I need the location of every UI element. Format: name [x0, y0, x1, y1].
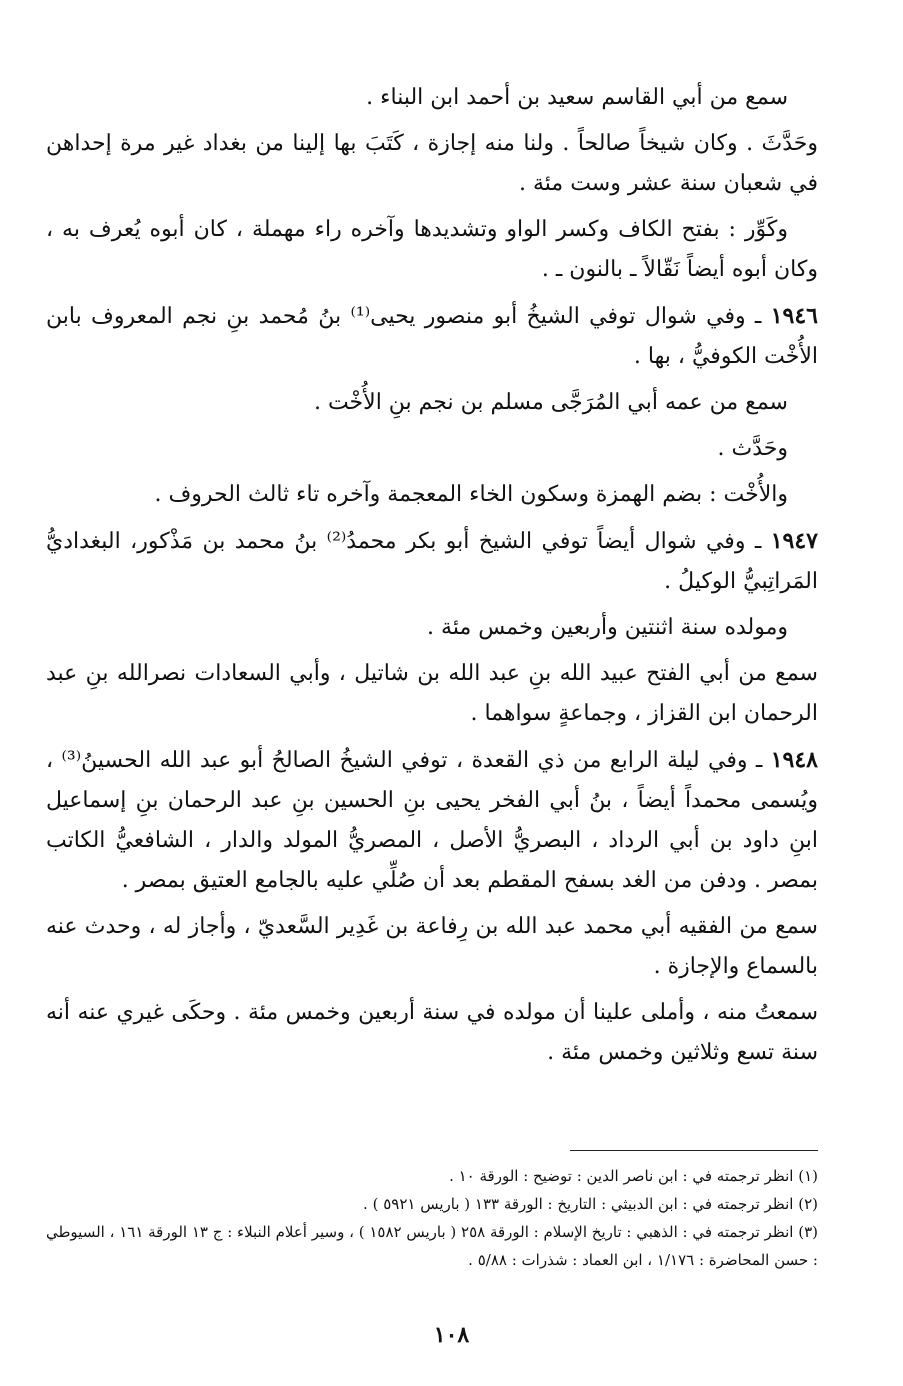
- footnote-divider: [570, 1150, 818, 1151]
- entry-1946: [46, 296, 818, 377]
- entry-text: ـ وفي شوال أيضاً توفي الشيخ أبو بكر محمدُ⁽²⁾ بنُ محمد بن مَذْكور، البغداديُّ المَراتِبيُّ الوكيلُ .: [46, 529, 818, 594]
- paragraph: وكَوِّر : بفتح الكاف وكسر الواو وتشديدها وآخره راء مهملة ، كان أبوه يُعرف به ، وكان أبوه أيضاً نَقّالاً ـ بالنون ـ .: [46, 217, 818, 282]
- entry-1947: [46, 521, 818, 602]
- main-text: [46, 78, 818, 1079]
- paragraph: وحَدَّث .: [717, 436, 788, 461]
- paragraph: سمع من أبي القاسم سعيد بن أحمد ابن البناء .: [366, 85, 788, 110]
- entry-number: ١٩٤٦: [770, 303, 818, 329]
- paragraph: والأُخْت : بضم الهمزة وسكون الخاء المعجمة وآخره تاء ثالث الحروف .: [154, 482, 788, 507]
- entry-number: ١٩٤٧: [770, 528, 818, 554]
- footnotes: [46, 1162, 818, 1274]
- paragraph: سمع من أبي الفتح عبيد الله بنِ عبد الله بن شاتيل ، وأبي السعادات نصرالله بنِ عبد الرحمان ابن القزاز ، وجماعةٍ سواهما .: [46, 661, 818, 726]
- paragraph: ومولده سنة اثنتين وأربعين وخمس مئة .: [427, 615, 788, 640]
- paragraph: سمع من الفقيه أبي محمد عبد الله بن رِفاعة بن غَدِير السَّعديّ ، وأجاز له ، وحدث عنه بالسماع والإجازة .: [46, 914, 818, 979]
- entry-text: ـ وفي ليلة الرابع من ذي القعدة ، توفي الشيخُ الصالحُ أبو عبد الله الحسينُ⁽³⁾ ، ويُسمى محمداً أيضاً ، بنُ أبي الفخر يحيى بنِ الحسين بنِ عبد الرحمان بنِ إسماعيل ابنِ داود بن أبي الرداد ، البصريُّ الأصل ، المصريُّ المولد والدار ، الشافعيُّ الكاتب بمصر . ودفن من الغد بسفح المقطم بعد أن صُلِّي عليه بالجامع العتيق بمصر .: [46, 748, 818, 893]
- entry-text: ـ وفي شوال توفي الشيخُ أبو منصور يحيى⁽¹⁾ بنُ مُحمد بنِ نجم المعروف بابن الأُخْت الكوفيُّ ، بها .: [46, 304, 818, 369]
- page-number: ١٠٨: [433, 1322, 470, 1348]
- entry-1948: [46, 740, 818, 901]
- footnote-3: (٣) انظر ترجمته في : الذهبي : تاريخ الإسلام : الورقة ٢٥٨ ( باريس ١٥٨٢ ) ، وسير أعلام النبلاء : ج ١٣ الورقة ١٦١ ، السيوطي : حسن المحاضرة : ١/١٧٦ ، ابن العماد : شذرات : ٥/٨٨ .: [45, 1223, 818, 1269]
- paragraph: وحَدَّثَ . وكان شيخاً صالحاً . ولنا منه إجازة ، كَتَبَ بها إلينا من بغداد غير مرة إحداهن في شعبان سنة عشر وست مئة .: [46, 131, 818, 196]
- footnote-2: (٢) انظر ترجمته في : ابن الدبيثي : التاريخ : الورقة ١٣٣ ( باريس ٥٩٢١ ) .: [363, 1195, 818, 1213]
- footnote-1: (١) انظر ترجمته في : ابن ناصر الدين : توضيح : الورقة ١٠ .: [449, 1167, 818, 1185]
- paragraph: سمعتُ منه ، وأملى علينا أن مولده في سنة أربعين وخمس مئة . وحكَى غيري عنه أنه سنة تسع وثلاثين وخمس مئة .: [46, 1000, 818, 1065]
- entry-number: ١٩٤٨: [770, 747, 818, 773]
- paragraph: سمع من عمه أبي المُرَجَّى مسلم بن نجم بنِ الأُخْت .: [313, 390, 788, 415]
